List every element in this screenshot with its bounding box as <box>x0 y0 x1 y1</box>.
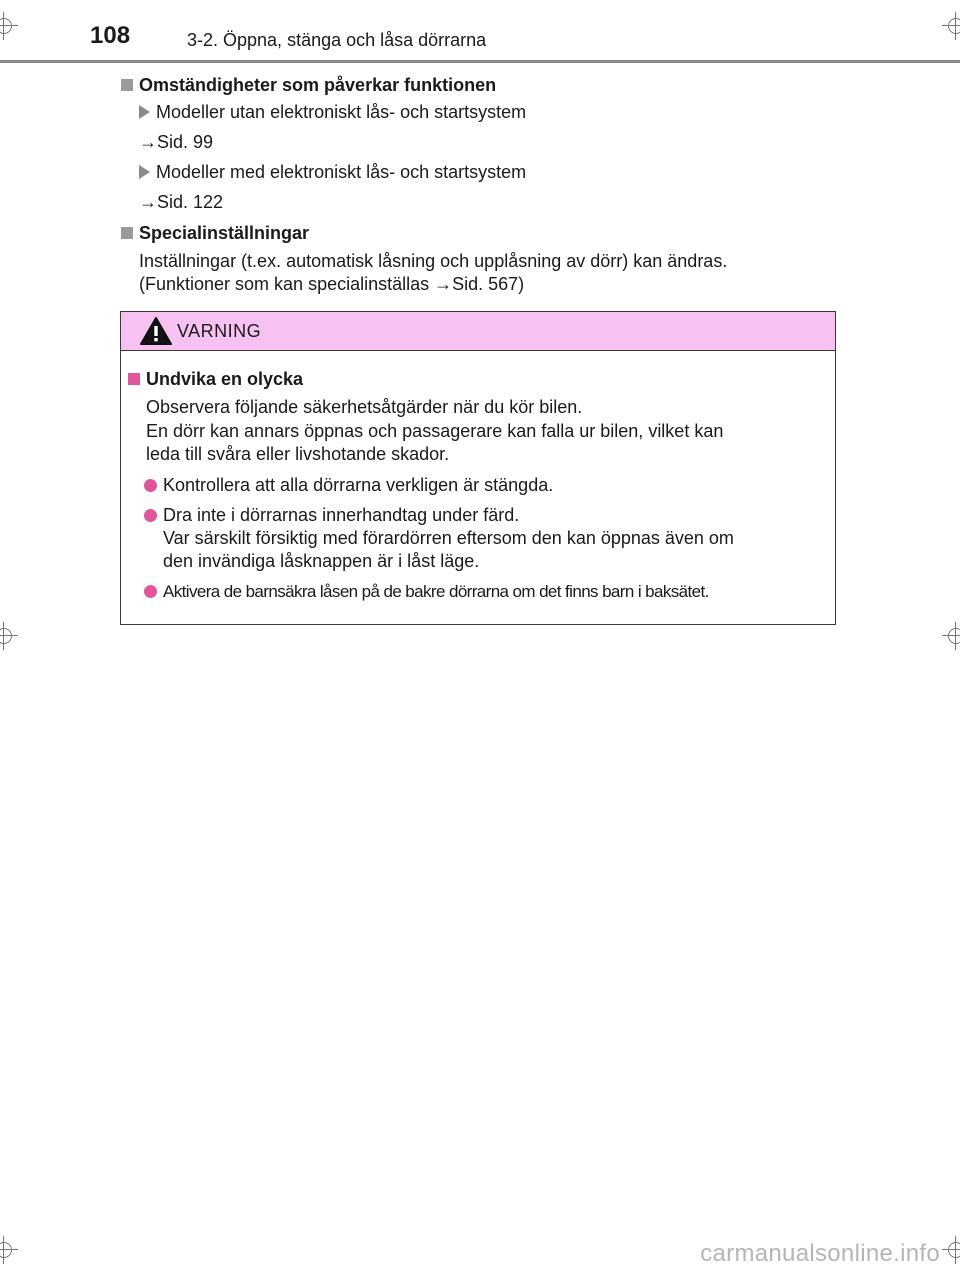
crop-mark-top-left <box>0 12 18 40</box>
model-item-with-system: Modeller med elektroniskt lås- och startsystem <box>139 161 526 184</box>
page-number: 108 <box>90 22 131 49</box>
warning-header <box>121 312 835 351</box>
section-heading-custom-settings: Specialinställningar <box>121 223 309 244</box>
crop-mark-bottom-left <box>0 1236 18 1264</box>
crop-mark-bottom-right <box>942 1236 960 1264</box>
warning-bullet: Dra inte i dörrarnas innerhandtag under färd. <box>144 504 519 527</box>
circle-bullet-icon <box>144 509 157 522</box>
settings-reference-line: (Funktioner som kan specialinställas →Sid. 567) <box>139 274 525 294</box>
warning-heading: Undvika en olycka <box>128 369 303 390</box>
warning-bullet-continuation: Var särskilt försiktig med förardörren eftersom den kan öppnas även om <box>163 528 734 548</box>
square-bullet-icon <box>121 227 133 239</box>
crop-mark-mid-right <box>942 622 960 650</box>
triangle-bullet-icon <box>139 165 150 179</box>
crop-mark-top-right <box>942 12 960 40</box>
crop-mark-mid-left <box>0 622 18 650</box>
square-bullet-icon <box>128 373 140 385</box>
warning-box <box>120 311 836 625</box>
circle-bullet-icon <box>144 585 157 598</box>
watermark: carmanualsonline.info <box>700 1240 940 1267</box>
warning-triangle-icon <box>139 316 173 346</box>
settings-text-line: Inställningar (t.ex. automatisk låsning och upplåsning av dörr) kan ändras. <box>139 251 728 271</box>
page-reference-link[interactable]: →Sid. 99 <box>139 132 214 152</box>
page-reference-link[interactable]: →Sid. 122 <box>139 192 224 212</box>
warning-bullet: Kontrollera att alla dörrarna verkligen är stängda. <box>144 474 553 497</box>
chapter-title: 3-2. Öppna, stänga och låsa dörrarna <box>187 30 487 50</box>
triangle-bullet-icon <box>139 105 150 119</box>
circle-bullet-icon <box>144 479 157 492</box>
warning-bullet: Aktivera de barnsäkra låsen på de bakre dörrarna om det finns barn i baksätet. <box>144 580 709 603</box>
warning-label: VARNING <box>177 321 262 341</box>
model-item-without-system: Modeller utan elektroniskt lås- och startsystem <box>139 101 526 124</box>
square-bullet-icon <box>121 79 133 91</box>
section-heading-conditions: Omständigheter som påverkar funktionen <box>121 75 496 96</box>
warning-intro-line: En dörr kan annars öppnas och passagerare kan falla ur bilen, vilket kan <box>146 421 724 441</box>
warning-intro-line: leda till svåra eller livshotande skador. <box>146 444 450 464</box>
warning-bullet-continuation: den invändiga låsknappen är i låst läge. <box>163 551 480 571</box>
warning-intro-line: Observera följande säkerhetsåtgärder när du kör bilen. <box>146 397 583 417</box>
header-rule <box>0 60 960 63</box>
